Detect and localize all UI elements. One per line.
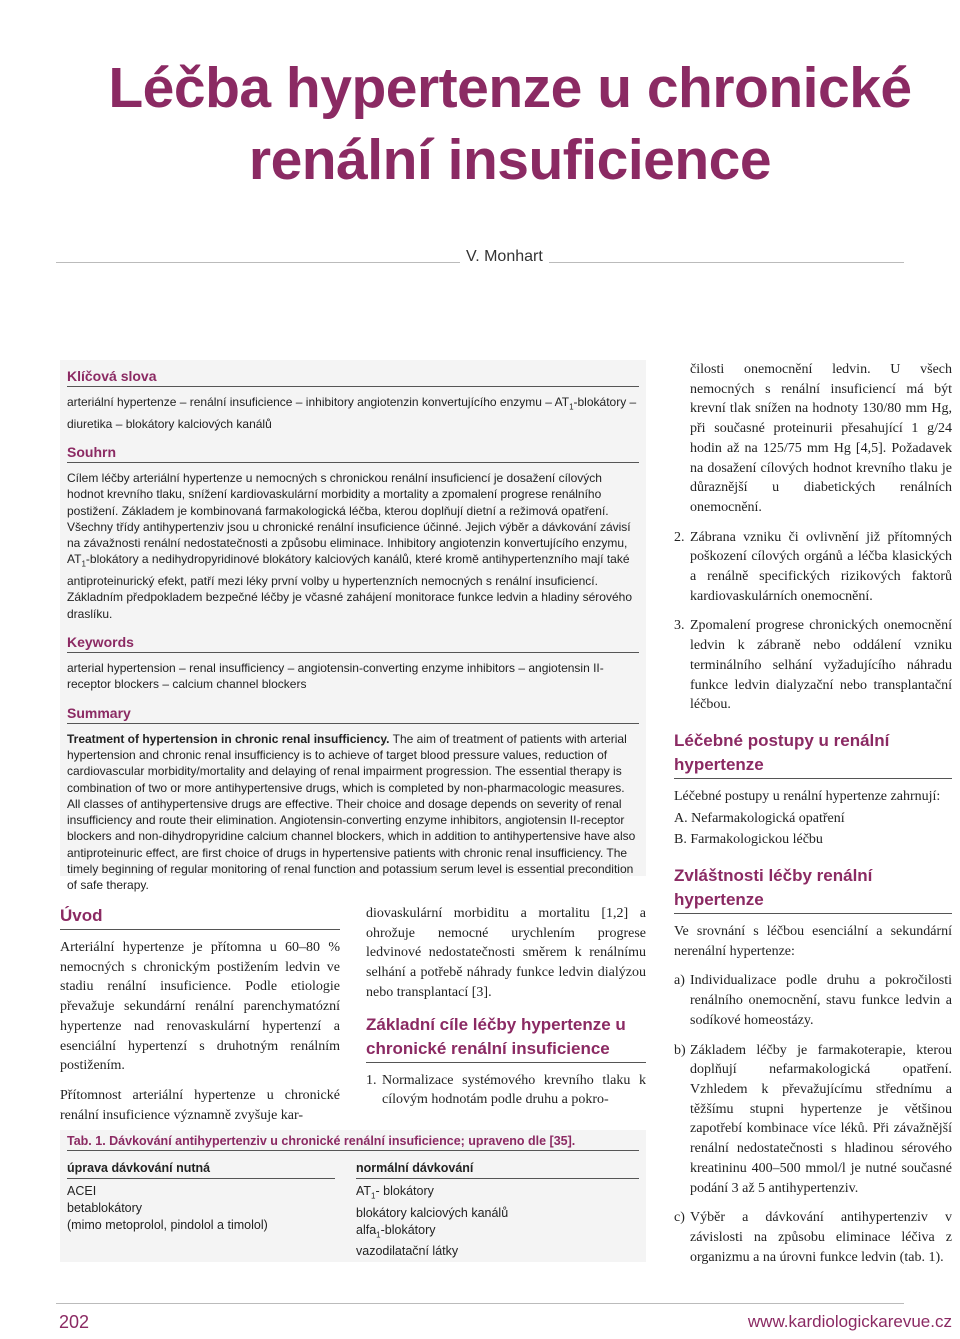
page-number: 202 [59,1312,90,1332]
keywords-en-heading: Keywords [67,634,639,653]
souhrn-text: Cílem léčby arteriální hypertenze u nemocných s chronickou renální insuficiencí je dosažení cílových hodnot krevního tlaku, snížení kardiovaskulární morbidity a mortality a zpomalení progrese renálního postižení. Základem je kombinovaná farmakologická léčba, kterou doplňují dietní a režimová opatření. Všechny třídy antihypertenziv jsou u chronické renální insuficience účinné. Jejich výběr a dávkování závisí na závažnosti renální nedostatečnosti a způsobu eliminace. Inhibitory angiotenzin konvertujícího enzymu, $AT_1$-blokátory a nedihydropyridinové blokátory kalciových kanálů, které kromě antihypertenzního mají také antiproteinurický efekt, patří mezi léky první volby u hypertenzních nemocných s renální insuficiencí. Základním předpokladem bezpečné léčby je včasné zahájení monitorace funkce ledvin a hladiny sérového draslíku. [67,470,633,621]
treatment-heading: Léčebné postupy u renální hypertenze [674,729,952,779]
goal-item-2: 2. Zábrana vzniku či ovlivnění již přítomných poškození cílových orgánů a léčba klasických a renálně specifických rizikových faktorů kardiovaskulárních onemocnění. [674,529,952,604]
specifics-item-b: b) Základem léčby je farmakoterapie, kterou doplňují nefarmakologická opatření. Vzhledem k převažujícímu střednímu a těžšímu stupni hypertenze je většinou zapotřebí kombinace více léků. Při závažnější renální nedostatečnosti s hladinou sérového kreatininu 400–500 mmol/l je nutné současné podání 3 až 5 antihypertenziv. [674,1042,952,1196]
table-cell: ACEI [67,1184,97,1198]
table-1 [60,1130,646,1262]
table-cell: alfa$_1$-blokátory [356,1222,436,1239]
table-cell: blokátory kalciových kanálů [356,1205,509,1220]
summary-heading: Summary [67,705,639,724]
author-rule-left [56,262,460,263]
goal-item-3: 3. Zpomalení progrese chronických onemocnění ledvin k zábraně nebo oddálení vzniku terminálního selhání vyžadujícího náhradu funkce ledvin dialyzační nebo transplantační léčbou. [674,618,952,713]
summary-text: Treatment of hypertension in chronic renal insufficiency. The aim of treatment of patients with arterial hypertension and chronic renal insufficiency is to achieve of target blood pressure values, reduction of cardiovascular morbidity/mortality and delaying of renal impairment progression. The essential therapy is combination of two or more antihypertensive drugs, which is completed by non-pharmacologic measures. All classes of antihypertensive drugs are effective. Their choice and dosage depends on severity of renal insufficiency and route their elimination. Angiotensin-converting enzyme inhibitors, angiotensin II-receptor blockers and non-dihydropyridine calcium channel blockers, which in addition to antihypertensive have also antiproteinuric effect, are first choice of drugs in hypertensive patients with chronic renal insufficiency. The timely beginning of regular monitoring of renal function and potassium serum level is essential precondition of safe therapy. [67,731,636,893]
right-column [674,360,952,1277]
goal-item-1: 1. Normalizace systémového krevního tlaku k cílovým hodnotám podle druhu a pokro- [366,1072,646,1108]
treatment-b: B. Farmakologickou léčbu [674,832,823,848]
middle-column [366,904,646,1120]
goals-heading: Základní cíle léčby hypertenze u chronické renální insuficience [366,1013,646,1063]
table-cell: $AT_1-$ blokátory [356,1184,434,1201]
abstract-box [60,360,646,893]
table-cell: (mimo metoprolol, pindolol a timolol) [67,1218,268,1232]
keywords-cz: arteriální hypertenze – renální insuficience – inhibitory angiotenzin konvertujícího enzymu – $AT_1$-blokátory – diuretika – blokátory kalciových kanálů [67,395,637,431]
specifics-intro: Ve srovnání s léčbou esenciální a sekundární nerenální hypertenze: [674,924,952,959]
specifics-item-a: a) Individualizace podle druhu a pokročilosti renálního onemocnění, stavu funkce ledvin a sodíkové homeostázy. [674,973,952,1028]
mid-paragraph-1: diovaskulární morbiditu a mortalitu [1,2] a ohrožuje nemocné urychlením progrese ledvinové nedostatečnosti směrem k renálnímu selhání a potřebě náhrady funkce ledvin dialýzou nebo transplantací [3]. [366,906,646,1000]
specifics-item-c: c) Výběr a dávkování antihypertenziv v závislosti na způsobu eliminace léčiva z organizmu a na úrovni funkce ledvin (tab. 1). [674,1210,952,1265]
treatment-intro: Léčebné postupy u renální hypertenze zahrnují: [674,788,941,804]
article-title: Léčba hypertenze u chronické renální insuficience [108,56,912,192]
author: V. Monhart [466,248,543,265]
table-cell: vazodilatační látky [356,1244,459,1258]
keywords-cz-heading: Klíčová slova [67,368,639,387]
table-header-2: normální dávkování [356,1160,639,1179]
uvod-paragraph-2: Přítomnost arteriální hypertenze u chronické renální insuficience významně zvyšuje kar- [60,1087,340,1123]
author-rule-right [549,262,904,263]
right-paragraph-1: čilosti onemocnění ledvin. U všech nemocných s renální insuficiencí má být krevní tlak snížen na hodnoty 130/80 mm Hg, při současné proteinurii přesahující 1 g/24 hodin až na 125/75 mm Hg [4,5]. Požadavek na dosažení cílových hodnot krevního tlaku je důraznější u diabetických renálních onemocnění. [690,362,952,515]
treatment-a: A. Nefarmakologická opatření [674,810,845,826]
uvod-heading: Úvod [60,904,340,930]
table-caption: Tab. 1. Dávkování antihypertenziv u chronické renální insuficience; upraveno dle [35]. [67,1134,639,1151]
specifics-heading: Zvláštnosti léčby renální hypertenze [674,864,952,914]
keywords-en: arterial hypertension – renal insufficiency – angiotensin-converting enzyme inhibitors – angiotensin II-receptor blockers – calcium channel blockers [67,661,604,692]
website-link[interactable]: www.kardiologickarevue.cz [747,1312,952,1331]
uvod-paragraph-1: Arteriální hypertenze je přítomna u 60–80 % nemocných s chronickým postižením ledvin ve stadiu renální insuficience. Podle etiologie převažuje sekundární renální parenchymatózní hypertenze nad renovaskulární hypertenzí a esenciální hypertenzí s druhotným renálním postižením. [60,940,340,1074]
table-column-2 [356,1160,639,1260]
table-cell: betablokátory [67,1201,143,1215]
left-column [60,904,340,1135]
souhrn-heading: Souhrn [67,444,639,463]
table-header-1: úprava dávkování nutná [67,1160,335,1179]
footer-rule [56,1303,904,1304]
table-column-1 [67,1160,335,1234]
